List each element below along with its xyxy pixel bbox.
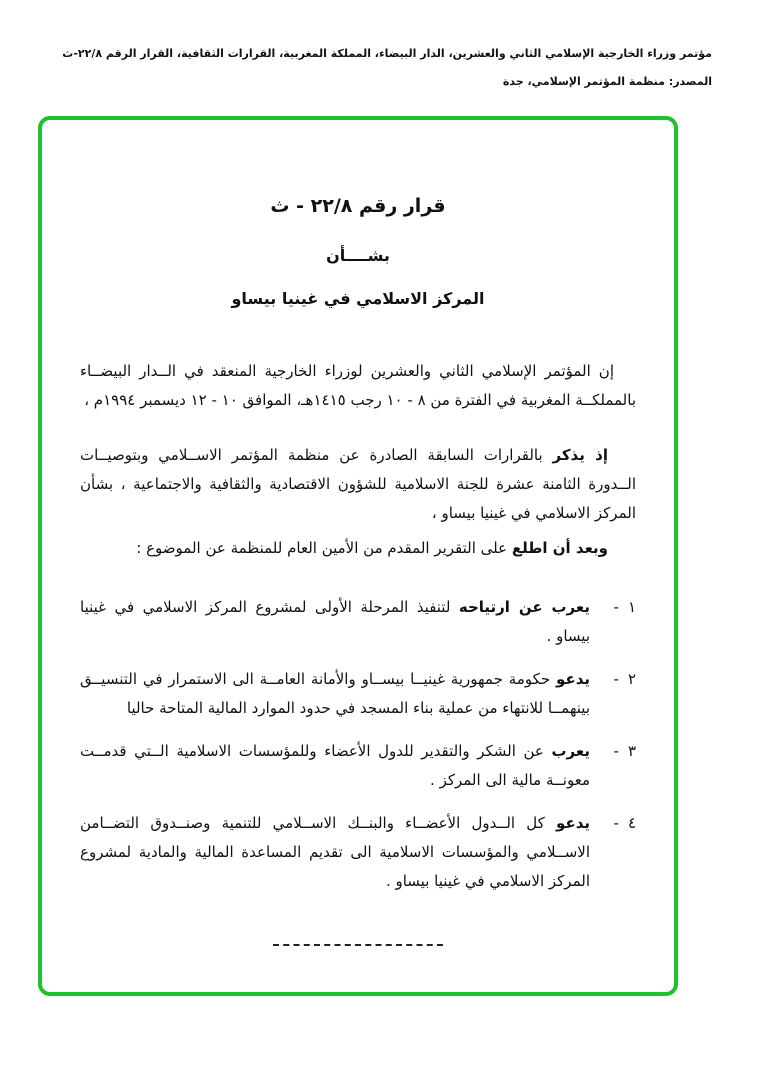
- item-4-marker: [598, 809, 636, 896]
- item-4-number: ٤: [627, 814, 636, 832]
- item-3-marker: [598, 737, 636, 795]
- item-3-dash: -: [613, 742, 619, 760]
- item-1-dash: -: [613, 598, 619, 616]
- source-header-line2: المصدر: منظمة المؤتمر الإسلامي، جدة: [502, 74, 712, 88]
- green-frame: [38, 116, 678, 996]
- resolution-body: [42, 192, 674, 946]
- having-reviewed-text: على التقرير المقدم من الأمين العام للمنظمة عن الموضوع :: [136, 539, 508, 557]
- resolution-item-3: [80, 737, 636, 795]
- source-header-line1: مؤتمر وزراء الخارجية الإسلامي الثاني والعشرين، الدار البيضاء، المملكة المغربية، القرارات الثقافية، القرار الرقم ٢٢/٨-ث: [62, 47, 712, 60]
- item-3-number: ٣: [627, 742, 636, 760]
- source-header: [40, 46, 712, 90]
- recalling-paragraph: [80, 441, 636, 528]
- item-2-marker: [598, 665, 636, 723]
- preamble-text: إن المؤتمر الإسلامي الثاني والعشرين لوزراء الخارجية المنعقد في الــدار البيضــاء بالمملكــة المغربية في الفترة من ٨ - ١٠ رجب ١٤١٥هـ، الموافق ١٠ - ١٢ ديسمبر ١٩٩٤م ،: [80, 362, 636, 409]
- item-2-lead: يدعو: [556, 670, 590, 688]
- recalling-lead: إذ يذكر: [552, 446, 608, 464]
- item-4-text-block: [80, 809, 590, 896]
- item-3-lead: يعرب: [551, 742, 590, 760]
- resolution-title: قرار رقم ٢٢/٨ - ث: [270, 195, 446, 217]
- resolution-about-label: بشــــأن: [326, 246, 390, 265]
- item-1-text: لتنفيذ المرحلة الأولى لمشروع المركز الاسلامي في غينيا بيساو .: [80, 598, 590, 645]
- having-reviewed-paragraph: [80, 534, 636, 563]
- resolution-item-1: [80, 593, 636, 651]
- resolution-items: [80, 593, 636, 896]
- having-reviewed-lead: وبعد أن اطلع: [511, 539, 608, 557]
- resolution-item-2: [80, 665, 636, 723]
- item-2-text-block: [80, 665, 590, 723]
- resolution-item-4: [80, 809, 636, 896]
- item-3-text-block: [80, 737, 590, 795]
- resolution-subject: المركز الاسلامي في غينيا بيساو: [231, 289, 485, 308]
- item-2-number: ٢: [627, 670, 636, 688]
- recalling-text: بالقرارات السابقة الصادرة عن منظمة المؤتمر الاســلامي وبتوصيــات الــدورة الثامنة عشرة للجنة الاسلامية للشؤون الاقتصادية والثقافية والاجتماعية ، بشأن المركز الاسلامي في غينيا بيساو ،: [80, 446, 636, 522]
- item-3-text: عن الشكر والتقدير للدول الأعضاء وللمؤسسات الاسلامية الــتي قدمــت معونــة مالية الى المركز .: [80, 742, 590, 789]
- item-1-lead: يعرب عن ارتياحه: [458, 598, 590, 616]
- item-1-text-block: [80, 593, 590, 651]
- item-2-text: حكومة جمهورية غينيــا بيســاو والأمانة العامــة الى الاستمرار في التنسيــق بينهمــا للانتهاء من عملية بناء المسجد في حدود الموارد المالية المتاحة حاليا: [80, 670, 590, 717]
- item-2-dash: -: [613, 670, 619, 688]
- item-1-number: ١: [627, 598, 636, 616]
- item-4-text: كل الــدول الأعضــاء والبنــك الاســلامي للتنمية وصنــدوق التضــامن الاســلامي والمؤسسات الاسلامية الى تقديم المساعدة المالية والمادية لمشروع المركز الاسلامي في غينيا بيساو .: [80, 814, 590, 890]
- preamble-paragraph: [80, 357, 636, 415]
- item-4-dash: -: [613, 814, 619, 832]
- end-separator: [273, 944, 443, 946]
- item-1-marker: [598, 593, 636, 651]
- item-4-lead: يدعو: [556, 814, 590, 832]
